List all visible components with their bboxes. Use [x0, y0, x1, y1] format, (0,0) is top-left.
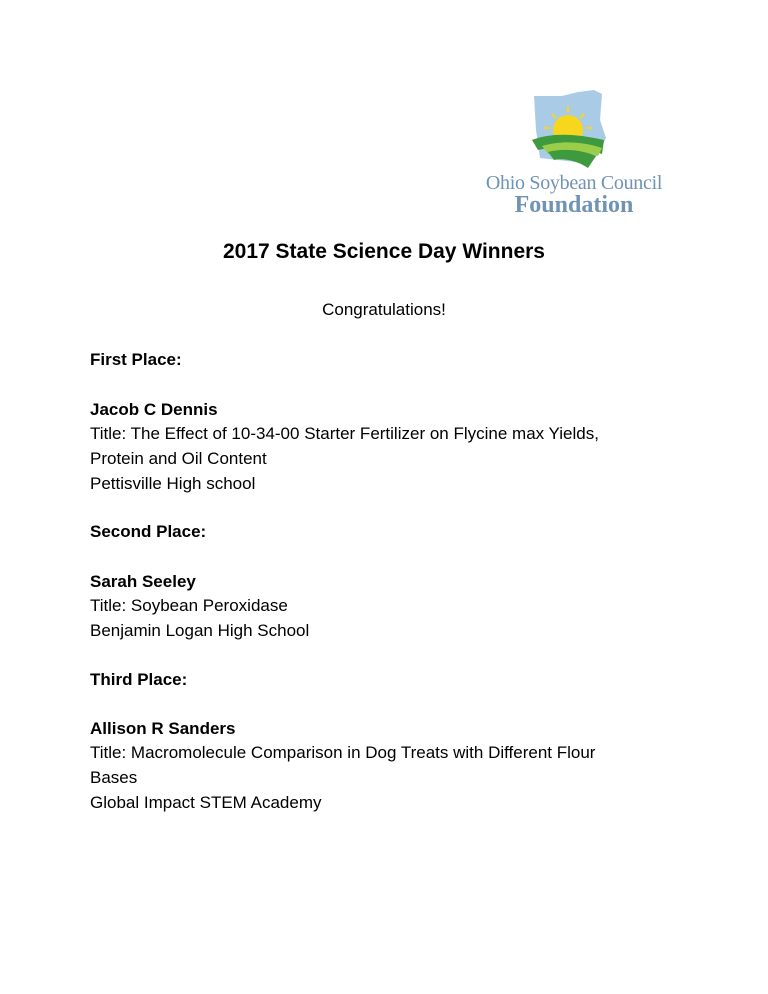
third-place-winner-name: Allison R Sanders	[90, 719, 236, 738]
page-title: 2017 State Science Day Winners	[223, 240, 545, 263]
second-place-project-title: Title: Soybean Peroxidase	[90, 596, 288, 615]
greeting: Congratulations!	[322, 300, 446, 319]
first-place-school: Pettisville High school	[90, 474, 256, 493]
second-place-heading: Second Place:	[90, 522, 207, 541]
second-place-school: Benjamin Logan High School	[90, 621, 310, 640]
first-place-project-title-line2: Protein and Oil Content	[90, 449, 267, 468]
logo-org-subtitle: Foundation	[514, 192, 634, 218]
third-place-heading: Third Place:	[90, 670, 188, 689]
first-place-winner-name: Jacob C Dennis	[90, 400, 218, 419]
first-place-project-title-line1: Title: The Effect of 10-34-00 Starter Fertilizer on Flycine max Yields,	[90, 424, 599, 443]
ohio-state-sun-field-icon	[532, 90, 616, 170]
second-place-winner-name: Sarah Seeley	[90, 572, 196, 591]
third-place-school: Global Impact STEM Academy	[90, 793, 322, 812]
logo-org-name: Ohio Soybean Council	[485, 172, 663, 194]
ohio-soybean-council-foundation-logo	[476, 88, 672, 218]
first-place-heading: First Place:	[90, 350, 182, 369]
third-place-project-title-line2: Bases	[90, 768, 138, 787]
third-place-project-title-line1: Title: Macromolecule Comparison in Dog Treats with Different Flour	[90, 743, 596, 762]
